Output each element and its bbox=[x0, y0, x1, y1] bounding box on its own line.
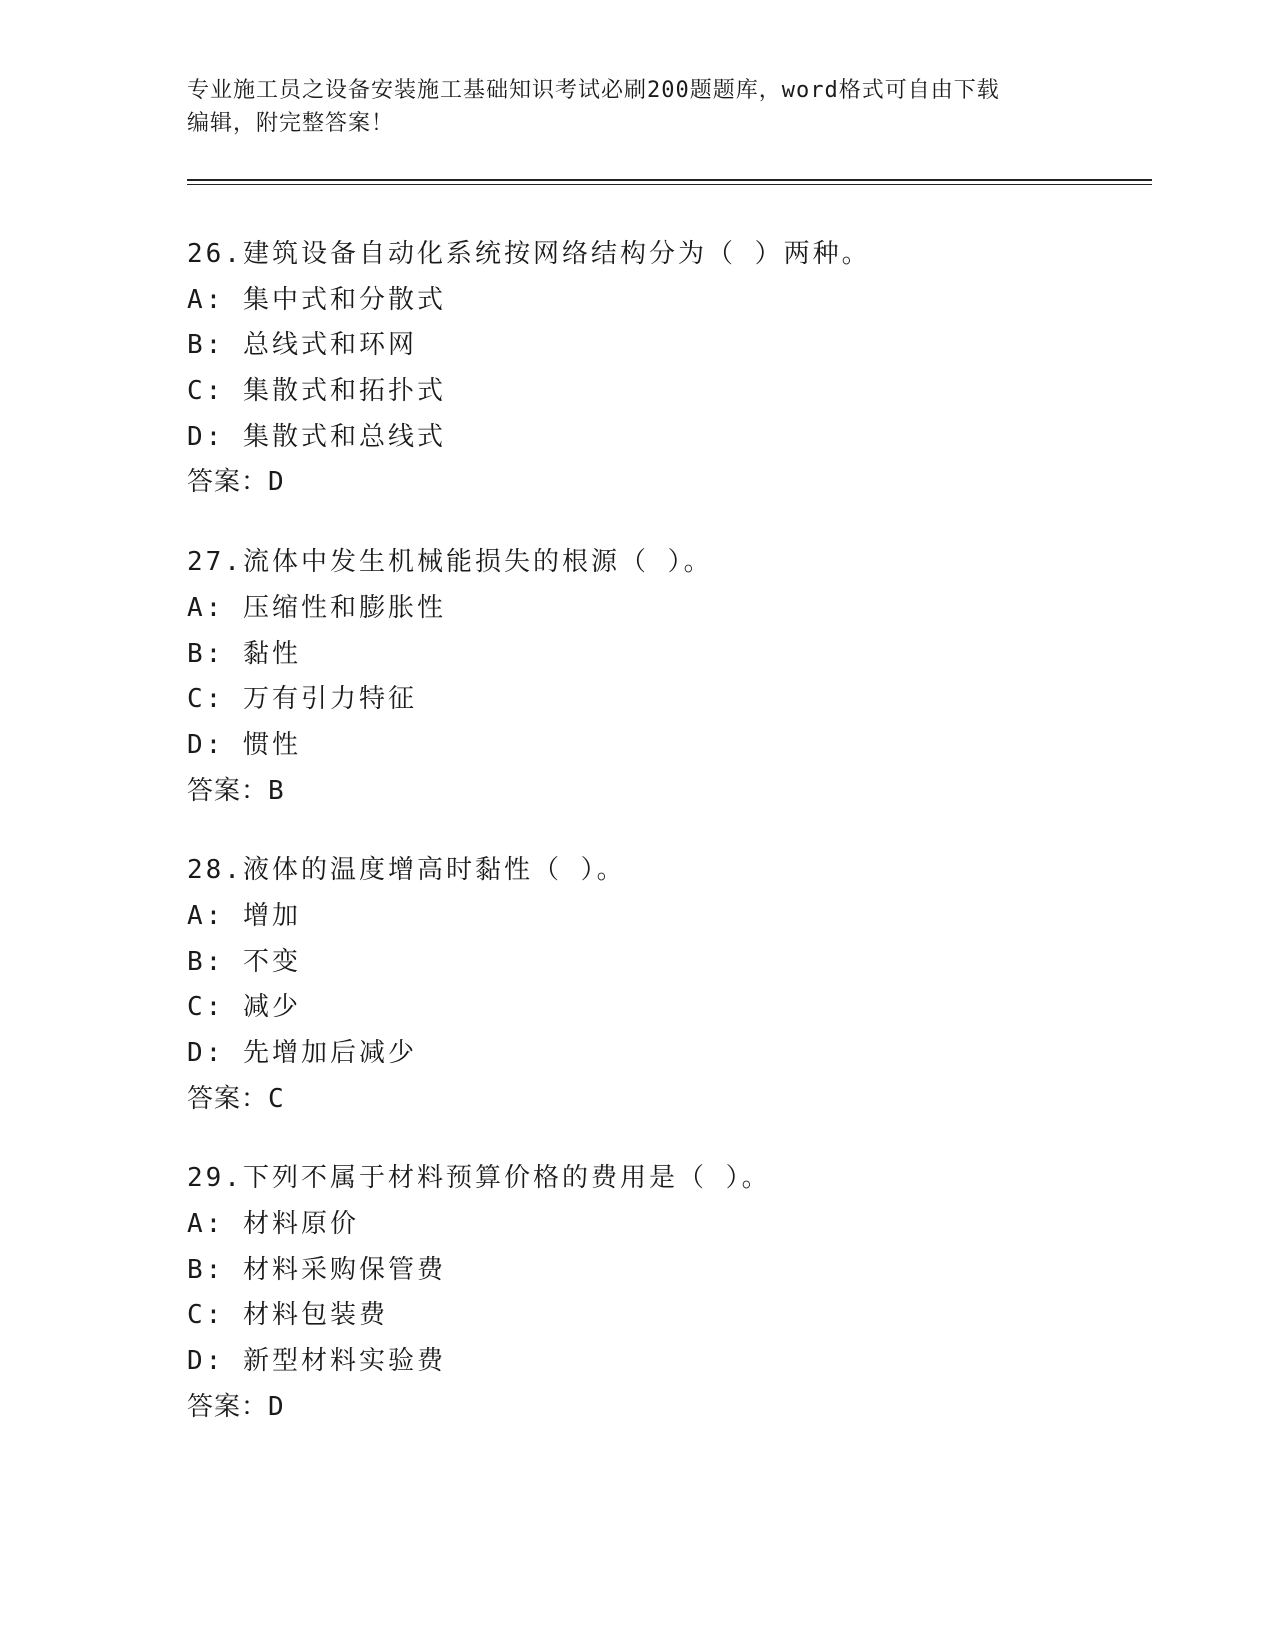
document-header bbox=[187, 74, 1067, 140]
option-b: B: 材料采购保管费 bbox=[187, 1254, 446, 1285]
question-26 bbox=[187, 232, 1147, 506]
header-line-2: 编辑，附完整答案！ bbox=[187, 111, 395, 136]
option-a: A: 压缩性和膨胀性 bbox=[187, 592, 446, 623]
option-a: A: 材料原价 bbox=[187, 1209, 359, 1240]
answer-line: 答案：D bbox=[187, 467, 285, 498]
header-divider-thin bbox=[187, 184, 1152, 185]
question-stem: 26.建筑设备自动化系统按网络结构分为（ ）两种。 bbox=[187, 239, 871, 269]
option-a: A: 增加 bbox=[187, 900, 301, 931]
question-list bbox=[187, 232, 1147, 1465]
question-stem: 27.流体中发生机械能损失的根源（ ）。 bbox=[187, 547, 713, 578]
option-c: C: 减少 bbox=[187, 992, 301, 1023]
question-stem: 28.液体的温度增高时黏性（ ）。 bbox=[187, 855, 626, 886]
option-c: C: 万有引力特征 bbox=[187, 684, 417, 715]
option-d: D: 新型材料实验费 bbox=[187, 1346, 446, 1377]
answer-line: 答案：B bbox=[187, 775, 285, 806]
answer-line: 答案：C bbox=[187, 1083, 285, 1114]
question-29 bbox=[187, 1156, 1147, 1430]
option-d: D: 惯性 bbox=[187, 729, 301, 760]
question-stem: 29.下列不属于材料预算价格的费用是（ ）。 bbox=[187, 1163, 771, 1194]
question-27 bbox=[187, 540, 1147, 814]
header-divider-thick bbox=[187, 179, 1152, 181]
option-c: C: 材料包装费 bbox=[187, 1300, 388, 1331]
option-a: A: 集中式和分散式 bbox=[187, 284, 446, 315]
option-b: B: 总线式和环网 bbox=[187, 330, 417, 361]
option-b: B: 不变 bbox=[187, 946, 301, 977]
option-c: C: 集散式和拓扑式 bbox=[187, 376, 446, 407]
header-line-1: 专业施工员之设备安装施工基础知识考试必刷200题题库，word格式可自由下载 bbox=[187, 78, 1000, 103]
option-b: B: 黏性 bbox=[187, 638, 301, 669]
option-d: D: 集散式和总线式 bbox=[187, 421, 446, 452]
question-28 bbox=[187, 848, 1147, 1122]
answer-line: 答案：D bbox=[187, 1391, 285, 1422]
option-d: D: 先增加后减少 bbox=[187, 1038, 417, 1068]
